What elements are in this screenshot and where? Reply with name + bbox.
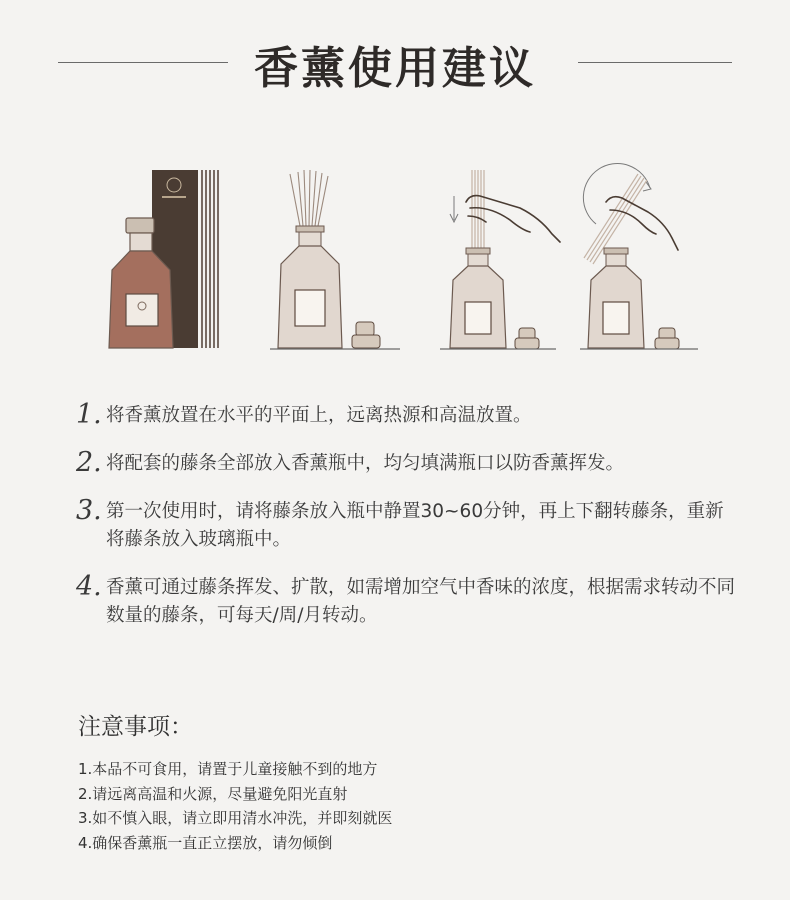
step-text: 香薰可通过藤条挥发、扩散，如需增加空气中香味的浓度，根据需求转动不同数量的藤条，可每天/周/月转动。 [106, 577, 736, 626]
note-item: 1.本品不可食用，请置于儿童接触不到的地方 [78, 760, 378, 778]
bottle-label [295, 290, 325, 326]
bottle-label [465, 302, 491, 334]
hand [466, 196, 560, 242]
step-number: 2. [76, 447, 102, 478]
step-number: 1. [76, 399, 102, 430]
step-2 [76, 447, 736, 478]
note-item: 2.请远离高温和火源，尽量避免阳光直射 [78, 784, 348, 803]
notes-list [78, 757, 392, 855]
rotate-arc [583, 164, 650, 224]
bottle-neck [130, 233, 152, 251]
panel-box-and-bottle [109, 170, 218, 348]
stone [356, 322, 374, 336]
note-item: 3.如不慎入眼，请立即用清水冲洗，并即刻就医 [78, 809, 393, 827]
step-text: 将香薰放置在水平的平面上，远离热源和高温放置。 [106, 405, 532, 426]
panel-hand-flipping [580, 164, 698, 349]
step-text: 第一次使用时，请将藤条放入瓶中静置30~60分钟，再上下翻转藤条，重新将藤条放入玻璃瓶中。 [106, 501, 724, 550]
bottle-label [603, 302, 629, 334]
header [0, 30, 790, 100]
step-number: 3. [76, 495, 102, 526]
step-4 [76, 571, 736, 630]
title-divider-right [578, 62, 732, 63]
page-title: 香薰使用建议 [254, 43, 536, 94]
panel-bottle-with-reeds [270, 170, 400, 349]
usage-steps [76, 399, 736, 650]
reeds-in-bottle [290, 170, 328, 226]
title-divider-left [58, 62, 228, 63]
bottle-cap [126, 218, 154, 233]
step-3 [76, 495, 736, 554]
panel-hand-inserting [440, 170, 560, 349]
reed-sticks-bundle [202, 170, 218, 348]
stone [655, 338, 679, 349]
stone [352, 335, 380, 348]
step-number: 4. [76, 571, 102, 602]
stone [515, 338, 539, 349]
step-text: 将配套的藤条全部放入香薰瓶中，均匀填满瓶口以防香薰挥发。 [106, 453, 625, 474]
notes-title: 注意事项： [78, 714, 193, 740]
usage-illustration [0, 160, 790, 360]
step-1 [76, 399, 736, 430]
hand [606, 197, 678, 250]
note-item: 4.确保香薰瓶一直正立摆放，请勿倾倒 [78, 833, 333, 852]
